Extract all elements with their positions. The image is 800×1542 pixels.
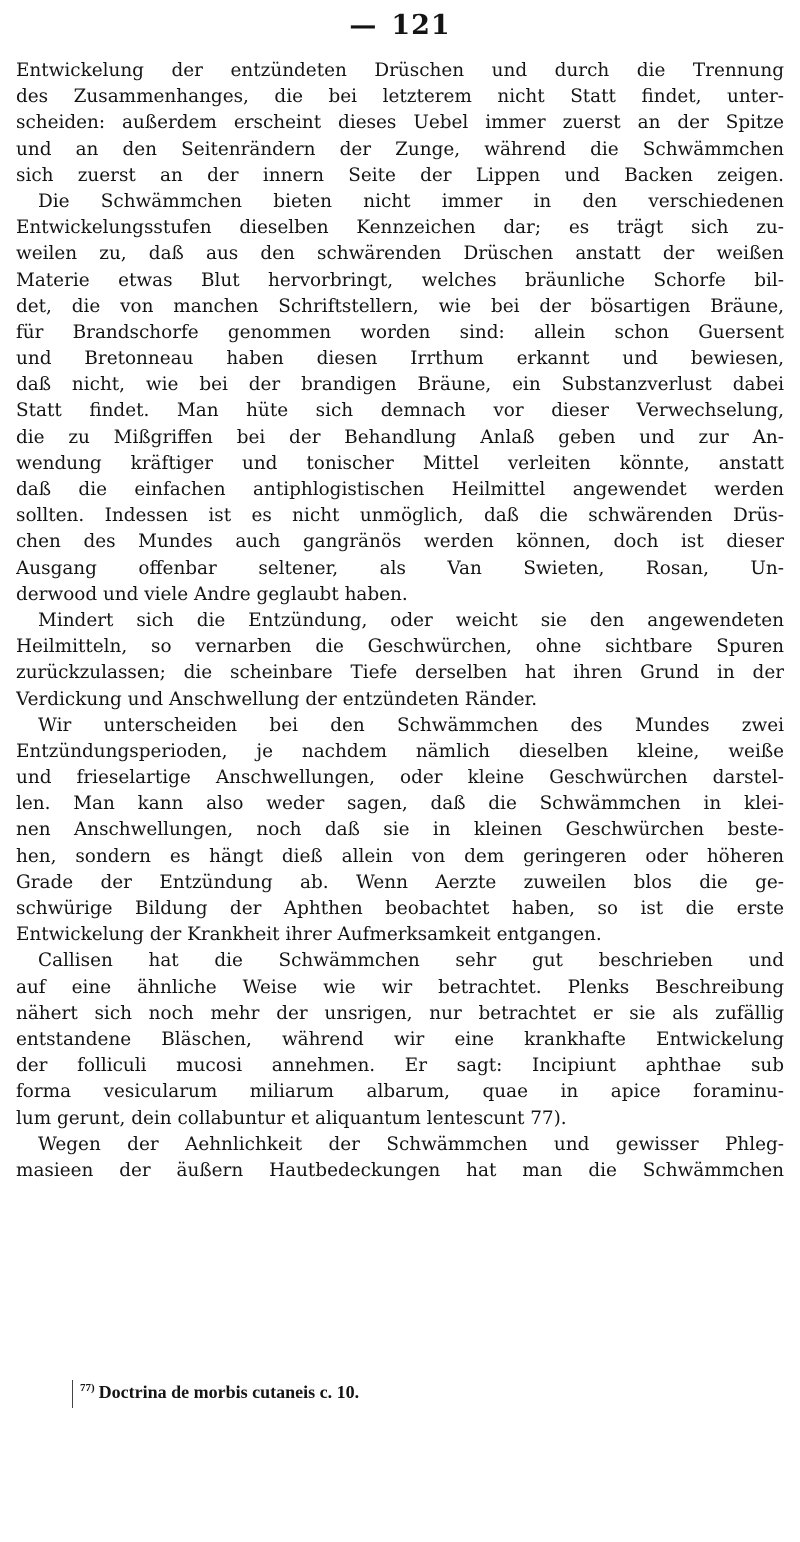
text-line: die zu Mißgriffen bei der Behandlung Anlaß geben und zur An- — [16, 426, 784, 448]
text-line: nen Anschwellungen, noch daß sie in kleinen Geschwürchen beste- — [16, 819, 784, 841]
text-line: Entzündungsperioden, je nachdem nämlich dieselben kleine, weiße — [16, 740, 784, 762]
text-line: nähert sich noch mehr der unsrigen, nur betrachtet er sie als zufällig — [16, 1002, 784, 1024]
text-line: Materie etwas Blut hervorbringt, welches bräunliche Schorfe bil- — [16, 269, 784, 291]
text-line: derwood und viele Andre geglaubt haben. — [16, 583, 408, 605]
text-line: hen, sondern es hängt dieß allein von dem geringeren oder höheren — [16, 845, 784, 867]
body-text — [16, 58, 784, 1184]
text-line: lum gerunt, dein collabuntur et aliquantum lentescunt 77). — [16, 1107, 567, 1129]
text-line: auf eine ähnliche Weise wie wir betrachtet. Plenks Beschreibung — [16, 976, 784, 998]
page-number: 121 — [391, 10, 451, 41]
text-line: sich zuerst an der innern Seite der Lippen und Backen zeigen. — [16, 164, 784, 186]
page-header — [0, 10, 800, 41]
text-line: des Zusammenhanges, die bei letzterem nicht Statt findet, unter- — [16, 86, 784, 108]
text-line: und frieselartige Anschwellungen, oder kleine Geschwürchen darstel- — [16, 767, 784, 789]
text-line: forma vesicularum miliarum albarum, quae in apice foraminu- — [16, 1081, 784, 1103]
text-line: Entwickelung der Krankheit ihrer Aufmerksamkeit entgangen. — [16, 924, 602, 946]
text-line: sollten. Indessen ist es nicht unmöglich, daß die schwärenden Drüs- — [16, 505, 784, 527]
text-line: Entwickelung der entzündeten Drüschen und durch die Trennung — [16, 60, 784, 81]
text-line: masieen der äußern Hautbedeckungen hat man die Schwämmchen — [16, 1159, 784, 1181]
text-line: det, die von manchen Schriftstellern, wie bei der bösartigen Bräune, — [16, 295, 784, 317]
text-line: Verdickung und Anschwellung der entzündeten Ränder. — [16, 688, 538, 710]
footnote-mark: 77) — [80, 1382, 95, 1394]
text-line: und Bretonneau haben diesen Irrthum erkannt und bewiesen, — [16, 348, 784, 370]
text-line: Mindert sich die Entzündung, oder weicht sie den angewendeten — [38, 609, 784, 631]
text-line: scheiden: außerdem erscheint dieses Uebel immer zuerst an der Spitze — [16, 112, 784, 134]
text-line: schwürige Bildung der Aphthen beobachtet haben, so ist die erste — [16, 898, 784, 919]
text-line: Heilmitteln, so vernarben die Geschwürchen, ohne sichtbare Spuren — [16, 636, 784, 658]
header-dash: — — [349, 10, 378, 41]
text-line: der folliculi mucosi annehmen. Er sagt: Incipiunt aphthae sub — [16, 1055, 784, 1077]
text-line: Ausgang offenbar seltener, als Van Swieten, Rosan, Un- — [16, 557, 784, 579]
text-line: entstandene Bläschen, während wir eine krankhafte Entwickelung — [16, 1028, 784, 1050]
text-line: chen des Mundes auch gangränös werden können, doch ist dieser — [16, 531, 784, 553]
text-line: zurückzulassen; die scheinbare Tiefe derselben hat ihren Grund in der — [16, 662, 784, 684]
text-line: Callisen hat die Schwämmchen sehr gut beschrieben und — [38, 950, 784, 972]
text-line: Statt findet. Man hüte sich demnach vor dieser Verwechselung, — [16, 400, 784, 422]
footnote — [80, 1382, 359, 1403]
text-line: Entwickelungsstufen dieselben Kennzeichen dar; es trägt sich zu- — [16, 217, 784, 239]
footnote-rule — [72, 1380, 73, 1408]
text-line: Wir unterscheiden bei den Schwämmchen des Mundes zwei — [38, 714, 784, 736]
text-line: Die Schwämmchen bieten nicht immer in den verschiedenen — [38, 190, 784, 212]
text-line: daß die einfachen antiphlogistischen Heilmittel angewendet werden — [16, 479, 784, 500]
text-line: daß nicht, wie bei der brandigen Bräune, ein Substanzverlust dabei — [16, 374, 784, 396]
text-line: und an den Seitenrändern der Zunge, während die Schwämmchen — [16, 138, 784, 160]
text-line: weilen zu, daß aus den schwärenden Drüschen anstatt der weißen — [16, 243, 784, 265]
text-line: für Brandschorfe genommen worden sind: allein schon Guersent — [16, 321, 784, 343]
text-line: Wegen der Aehnlichkeit der Schwämmchen und gewisser Phleg- — [38, 1133, 784, 1155]
text-line: Grade der Entzündung ab. Wenn Aerzte zuweilen blos die ge- — [16, 871, 784, 893]
footnote-text: Doctrina de morbis cutaneis c. 10. — [98, 1382, 360, 1402]
text-line: wendung kräftiger und tonischer Mittel verleiten könnte, anstatt — [16, 452, 784, 474]
text-line: len. Man kann also weder sagen, daß die Schwämmchen in klei- — [16, 793, 784, 815]
